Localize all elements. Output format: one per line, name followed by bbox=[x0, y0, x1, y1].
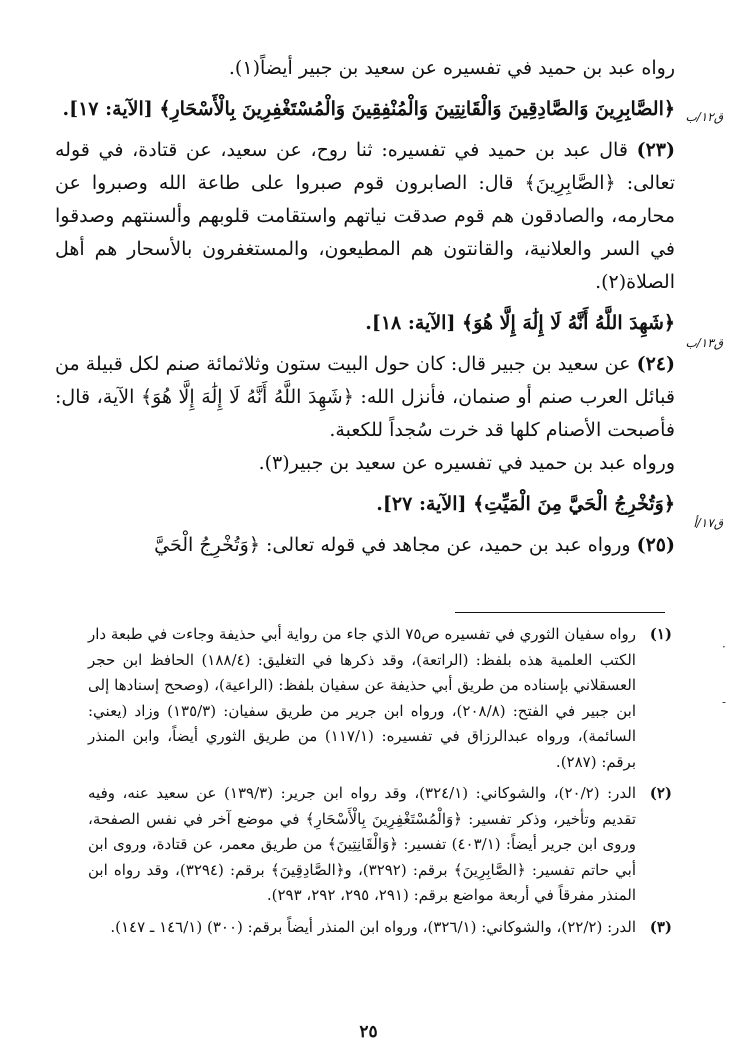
paragraph-23 bbox=[55, 134, 675, 299]
scan-mark: · bbox=[722, 640, 726, 654]
footnote-number: (٢) bbox=[649, 784, 672, 802]
footnote-2 bbox=[88, 781, 672, 909]
footnote-text: رواه سفيان الثوري في تفسيره ص٧٥ الذي جاء من رواية أبي حذيفة وجاءت في طبعة دار الكتب العلمية هذه بلفظ: (الراتعة)، وقد ذكرها في التغليق: (١٨٨/٤) الحافظ ابن حجر العسقلاني بإسناده من طريق أبي حذيفة عن سفيان بلفظ: (الراعية)، (وصحح إسنادها إلى ابن جبير في الفتح: (٢٠٨/٨)، ورواه ابن جرير من طريق سفيان: (١٣٥/٣) وزاد (يعني: السائمة)، ورواه عبدالرزاق في تفسيره: (١١٧/١) من طريق الثوري أيضاً، وابن المنذر برقم: (٢٨٧). bbox=[88, 625, 636, 771]
paragraph-text: عن سعيد بن جبير قال: كان حول البيت ستون وثلاثمائة صنم لكل قبيلة من قبائل العرب صنم أو صنمان، فأنزل الله: ﴿شَهِدَ اللَّهُ أَنَّهُ لَا إِلَٰهَ إِلَّا هُوَ﴾ الآية، قال: فأصبحت الأصنام كلها قد خرت سُجداً للكعبة. bbox=[55, 353, 675, 441]
paragraph-24 bbox=[55, 348, 675, 447]
paragraph-text: ورواه عبد بن حميد، عن مجاهد في قوله تعالى: ﴿وَتُخْرِجُ الْحَيَّ bbox=[154, 534, 637, 556]
quran-verse-heading: ﴿شَهِدَ اللَّهُ أَنَّهُ لَا إِلَٰهَ إِلَّا هُوَ﴾ [الآية: ١٨]. bbox=[365, 312, 675, 334]
footnotes bbox=[88, 622, 672, 946]
text-line: ورواه عبد بن حميد في تفسيره عن سعيد بن جبير(٣). bbox=[258, 452, 675, 474]
footnote-1 bbox=[88, 622, 672, 775]
paragraph-number: (٢٣) bbox=[636, 139, 675, 161]
main-text bbox=[55, 52, 675, 562]
manuscript-folio-note: ق١٢/ب bbox=[685, 110, 723, 124]
paragraph-text: قال عبد بن حميد في تفسيره: ثنا روح، عن سعيد، عن قتادة، في قوله تعالى: ﴿الصَّابِرِينَ﴾ قال: الصابرون قوم صبروا على طاعة الله وصبروا عن محارمه، والصادقون هم قوم صدقت نياتهم واستقامت قلوبهم وألسنتهم وصدقوا في السر والعلانية، والقانتون هم المطيعون، والمستغفرون بالأسحار هم أهل الصلاة(٢). bbox=[55, 139, 675, 293]
manuscript-folio-note: ق١٧/أ bbox=[693, 516, 723, 530]
quran-verse-heading: ﴿وَتُخْرِجُ الْحَيَّ مِنَ الْمَيِّتِ﴾ [الآية: ٢٧]. bbox=[376, 493, 675, 515]
page-number: ٢٥ bbox=[359, 1022, 378, 1042]
paragraph-number: (٢٥) bbox=[636, 534, 675, 556]
manuscript-folio-note: ق١٣/ب bbox=[685, 336, 723, 350]
text-line: رواه عبد بن حميد في تفسيره عن سعيد بن جبير أيضاً(١). bbox=[228, 57, 675, 79]
footnote-separator bbox=[455, 612, 665, 613]
footnote-number: (١) bbox=[649, 625, 672, 643]
footnote-text: الدر: (٢٢/٢)، والشوكاني: (٣٢٦/١)، ورواه ابن المنذر أيضاً برقم: (٣٠٠) (١٤٦/١ ـ ١٤٧). bbox=[110, 917, 636, 936]
quran-verse-heading: ﴿الصَّابِرِينَ وَالصَّادِقِينَ وَالْقَانِتِينَ وَالْمُنْفِقِينَ وَالْمُسْتَغْفِرِينَ بِالْأَسْحَارِ﴾ [الآية: ١٧]. bbox=[62, 98, 675, 120]
footnote-3 bbox=[88, 915, 672, 941]
paragraph-number: (٢٤) bbox=[636, 353, 675, 375]
paragraph-25 bbox=[55, 529, 675, 562]
scan-mark: - bbox=[722, 695, 727, 709]
footnote-number: (٣) bbox=[649, 917, 672, 936]
footnote-text: الدر: (٢٠/٢)، والشوكاني: (٣٢٤/١)، وقد رواه ابن جرير: (١٣٩/٣) عن سعيد عنه، وفيه تقديم وتأخير، وذكر تفسير: ﴿وَالْمُسْتَغْفِرِينَ بِالْأَسْحَارِ﴾ في موضع آخر في نفس الصفحة، وروى ابن جرير أيضاً: (٤٠٣/١) تفسير: ﴿وَالْقَانِتِينَ﴾ من طريق معمر، عن قتادة، وروى ابن أبي حاتم تفسير: ﴿الصَّابِرِينَ﴾ برقم: (٣٢٩٢)، و﴿الصَّادِقِينَ﴾ برقم: (٣٢٩٤)، وقد رواه ابن المنذر مفرقاً في أربعة مواضع برقم: (٢٩١، ٢٩٥، ٢٩٢، ٢٩٣). bbox=[88, 784, 636, 904]
